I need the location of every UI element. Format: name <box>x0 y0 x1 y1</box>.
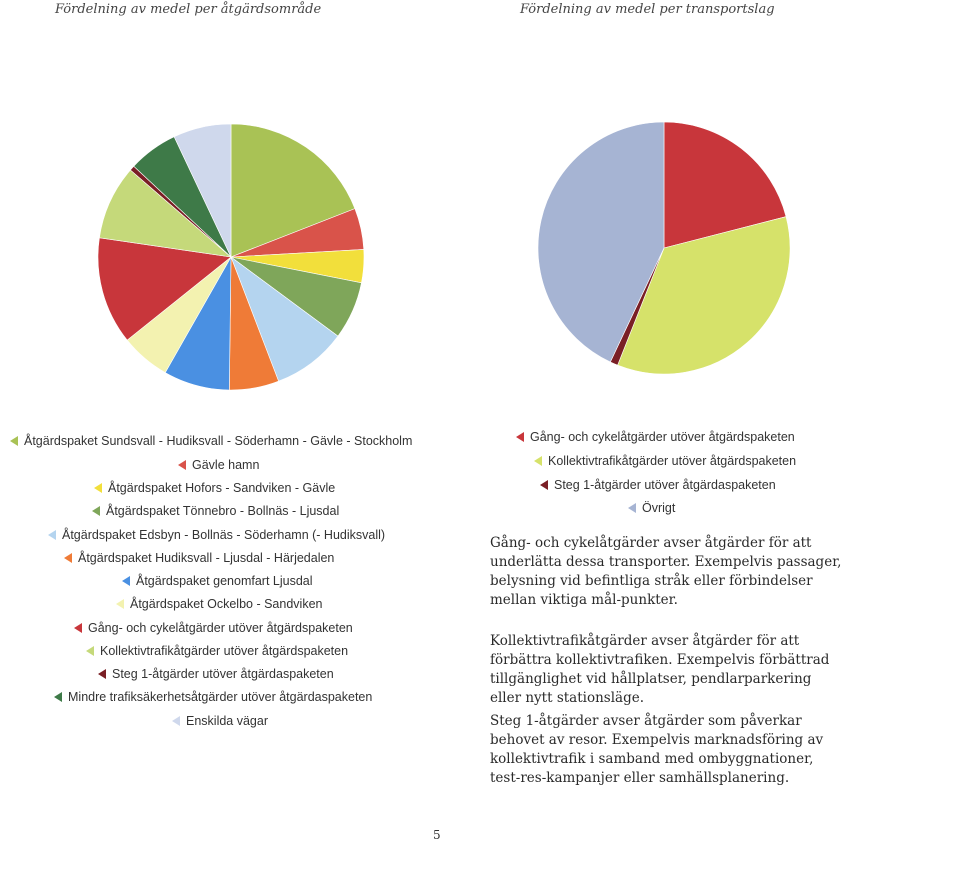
legend1-item-2 <box>178 456 259 474</box>
legend-marker-icon <box>74 623 82 633</box>
legend2-item-4 <box>628 499 675 517</box>
legend1-item-1 <box>10 432 412 450</box>
legend1-item-12 <box>54 688 372 706</box>
legend-area <box>0 430 470 740</box>
legend-label: Enskilda vägar <box>186 714 268 728</box>
legend-label: Åtgärdspaket Hofors - Sandviken - Gävle <box>108 481 336 495</box>
legend-marker-icon <box>92 506 100 516</box>
chart-title-area: Fördelning av medel per åtgärdsområde <box>55 2 322 17</box>
legend-marker-icon <box>48 530 56 540</box>
legend1-item-13 <box>172 712 268 730</box>
legend1-item-3 <box>94 479 335 497</box>
legend-label: Gång- och cykelåtgärder utöver åtgärdspaketen <box>530 430 795 444</box>
legend-marker-icon <box>516 432 524 442</box>
legend-label: Steg 1-åtgärder utöver åtgärdaspaketen <box>112 667 334 681</box>
legend-label: Gång- och cykelåtgärder utöver åtgärdspaketen <box>88 621 353 635</box>
paragraph-steg1: Steg 1-åtgärder avser åtgärder som påverkar behovet av resor. Exempelvis marknadsföring av kollektivtrafik i samband med ombyggnationer, test-res-kampanjer eller samhällsplanering. <box>490 713 824 786</box>
legend1-item-6 <box>64 549 334 567</box>
legend1-item-4 <box>92 502 339 520</box>
legend-label: Åtgärdspaket Hudiksvall - Ljusdal - Härjedalen <box>78 551 335 565</box>
legend2-item-3 <box>540 476 776 494</box>
legend-marker-icon <box>178 460 186 470</box>
legend2-item-1 <box>516 428 795 446</box>
legend-label: Åtgärdspaket Tönnebro - Bollnäs - Ljusdal <box>106 504 340 518</box>
legend2-item-2 <box>534 452 796 470</box>
legend-marker-icon <box>94 483 102 493</box>
page-number: 5 <box>433 828 441 842</box>
legend1-item-5 <box>48 526 385 544</box>
legend1-item-11 <box>98 665 334 683</box>
legend-label: Åtgärdspaket Sundsvall - Hudiksvall - Söderhamn - Gävle - Stockholm <box>24 434 413 448</box>
legend-label: Åtgärdspaket Ockelbo - Sandviken <box>130 597 323 611</box>
legend-marker-icon <box>628 503 636 513</box>
legend-marker-icon <box>86 646 94 656</box>
legend1-item-8 <box>116 595 322 613</box>
legend-label: Mindre trafiksäkerhetsåtgärder utöver åtgärdaspaketen <box>68 690 373 704</box>
legend-marker-icon <box>10 436 18 446</box>
legend1-item-7 <box>122 572 313 590</box>
legend-transport <box>510 428 950 518</box>
legend-label: Gävle hamn <box>192 458 260 472</box>
legend-marker-icon <box>98 669 106 679</box>
legend-marker-icon <box>122 576 130 586</box>
chart-title-transport: Fördelning av medel per transportslag <box>520 2 775 17</box>
pie-chart-transport <box>536 120 792 376</box>
legend-marker-icon <box>172 716 180 726</box>
paragraph-kollektivtrafik: Kollektivtrafikåtgärder avser åtgärder för att förbättra kollektivtrafiken. Exempelvis förbättrad tillgänglighet vid hållplatser, pendlarparkering eller nytt stationsläge. <box>490 633 830 706</box>
legend-label: Kollektivtrafikåtgärder utöver åtgärdspaketen <box>100 644 349 658</box>
legend1-item-9 <box>74 619 353 637</box>
legend-label: Åtgärdspaket genomfart Ljusdal <box>136 574 313 588</box>
pie-chart-area <box>96 122 366 392</box>
legend-label: Åtgärdspaket Edsbyn - Bollnäs - Söderhamn (- Hudiksvall) <box>62 528 386 542</box>
legend-label: Övrigt <box>642 501 676 515</box>
paragraph-gang-cykel: Gång- och cykelåtgärder avser åtgärder för att underlätta dessa transporter. Exempelvis passager, belysning vid befintliga stråk eller förbindelser mellan viktiga mål-punkter. <box>490 535 842 608</box>
legend-marker-icon <box>116 599 124 609</box>
legend-marker-icon <box>534 456 542 466</box>
legend-label: Kollektivtrafikåtgärder utöver åtgärdspaketen <box>548 454 797 468</box>
legend-marker-icon <box>540 480 548 490</box>
legend-label: Steg 1-åtgärder utöver åtgärdaspaketen <box>554 478 776 492</box>
legend1-item-10 <box>86 642 348 660</box>
legend-marker-icon <box>54 692 62 702</box>
legend-marker-icon <box>64 553 72 563</box>
